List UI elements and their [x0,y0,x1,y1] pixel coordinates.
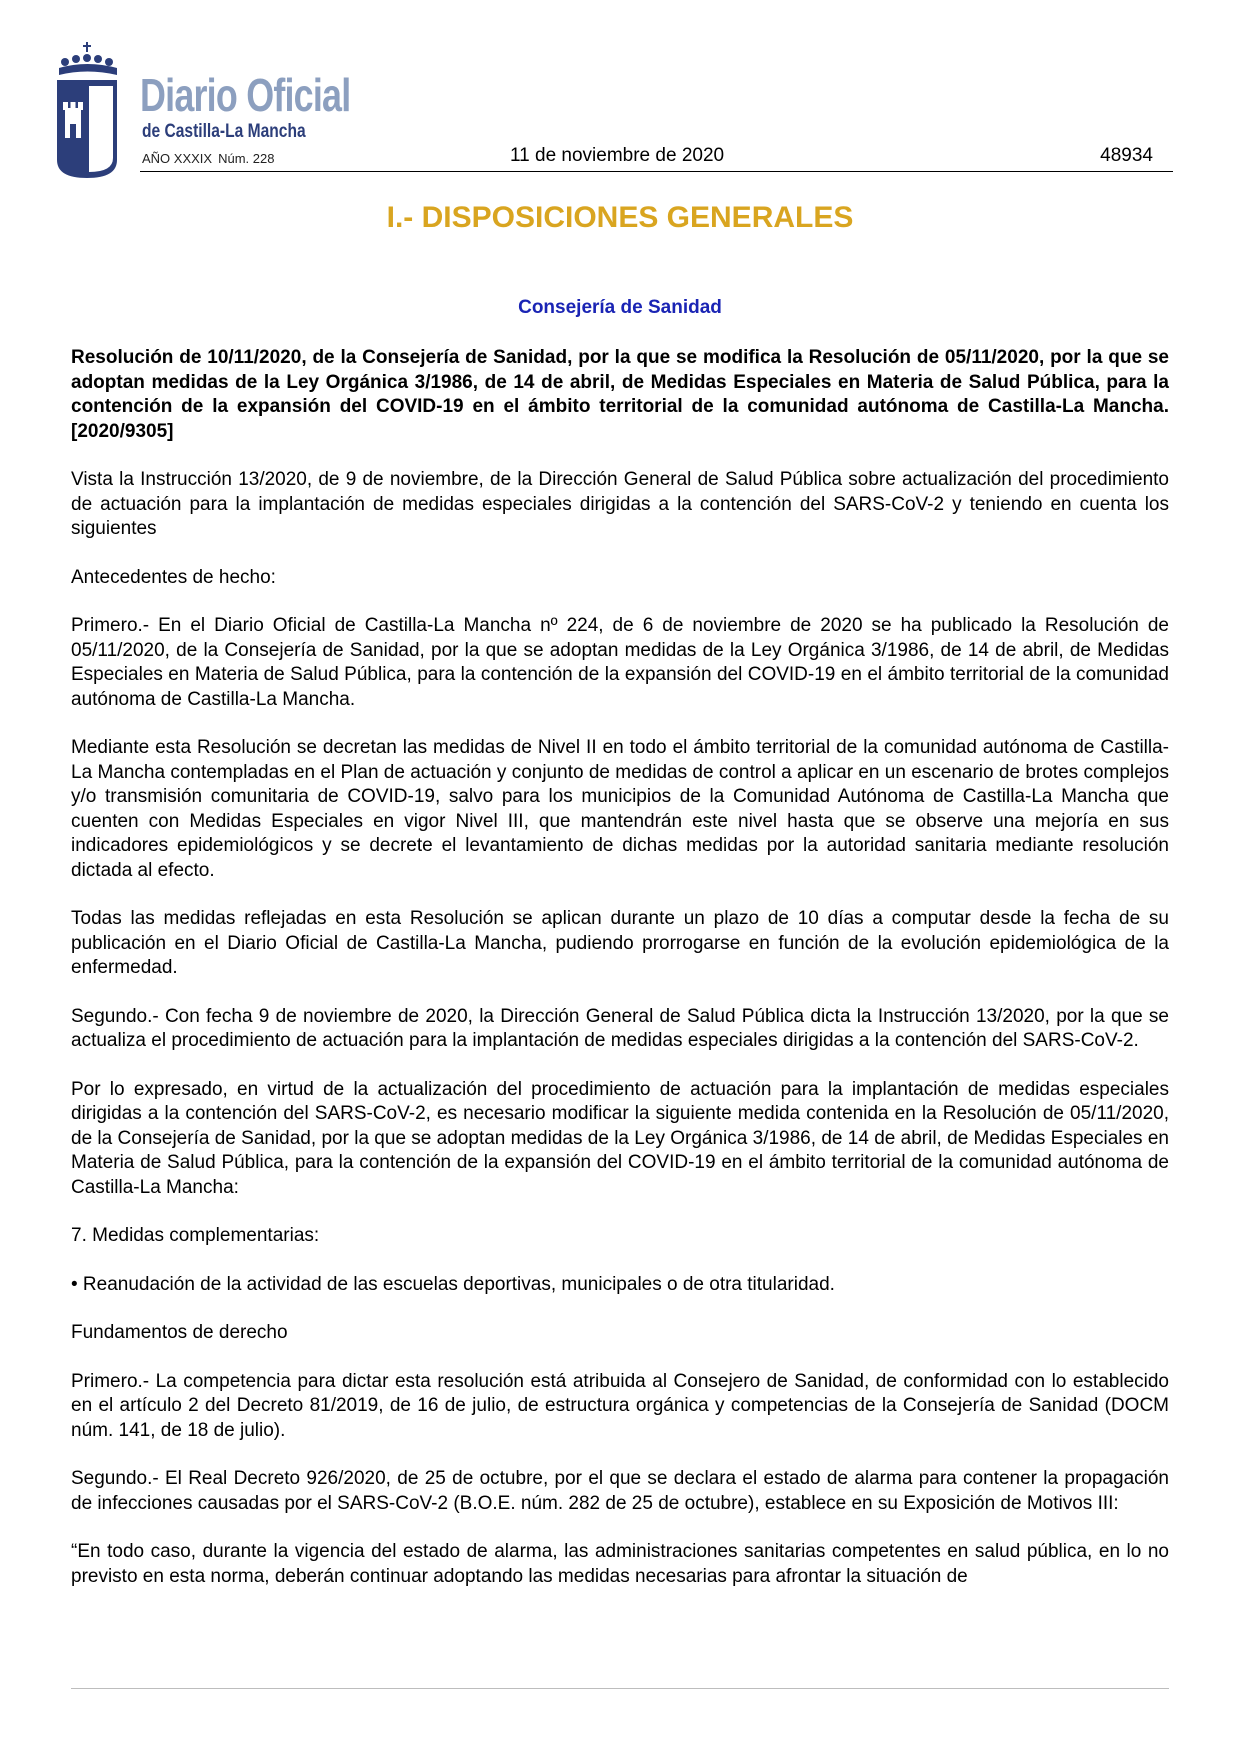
paragraph: Todas las medidas reflejadas en esta Resolución se aplican durante un plazo de 10 días a computar desde la fecha de su publicación en el Diario Oficial de Castilla-La Mancha, pudiendo prorrogarse en función de la evolución epidemiológica de la enfermedad. [71,908,1169,978]
department-heading: Consejería de Sanidad [518,297,722,318]
paragraph-heading: Antecedentes de hecho: [71,566,276,588]
paragraph: Vista la Instrucción 13/2020, de 9 de noviembre, de la Dirección General de Salud Pública sobre actualización del procedimiento de actuación para la implantación de medidas especiales dirigidas a la contención del SARS-CoV-2 y teniendo en cuenta los siguientes [71,469,1169,539]
paragraph: “En todo caso, durante la vigencia del estado de alarma, las administraciones sanitarias competentes en salud pública, en lo no previsto en esta norma, deberán continuar adoptando las medidas necesarias para afrontar la situación de [71,1541,1169,1587]
issue-number: Núm. 228 [218,151,275,166]
footer-divider [71,1688,1169,1689]
paragraph: Mediante esta Resolución se decretan las medidas de Nivel II en todo el ámbito territorial de la comunidad autónoma de Castilla-La Mancha contempladas en el Plan de actuación y conjunto de medidas de control a aplicar en un escenario de brotes complejos y/o transmisión comunitaria de COVID-19, salvo para los municipios de la Comunidad Autónoma de Castilla-La Mancha que cuenten con Medidas Especiales en vigor Nivel III, que mantendrán este nivel hasta que se observe una mejoría en sus indicadores epidemiológicos y se decrete el levantamiento de dichas medidas por la autoridad sanitaria mediante resolución dictada al efecto. [71,737,1169,881]
paragraph: Segundo.- Con fecha 9 de noviembre de 2020, la Dirección General de Salud Pública dicta la Instrucción 13/2020, por la que se actualiza el procedimiento de actuación para la implantación de medidas especiales dirigidas a la contención del SARS-CoV-2. [71,1005,1169,1051]
issue-info [142,151,280,167]
paragraph: Segundo.- El Real Decreto 926/2020, de 25 de octubre, por el que se declara el estado de alarma para contener la propagación de infecciones causadas por el SARS-CoV-2 (B.O.E. núm. 282 de 25 de octubre), establece en su Exposición de Motivos III: [71,1468,1169,1514]
gazette-brand-name: Diario Oficial [140,69,351,121]
page-number: 48934 [1100,145,1153,166]
header-divider [140,171,1173,172]
castilla-la-mancha-coat-of-arms-logo [55,40,137,180]
issue-year: AÑO XXXIX [142,151,213,166]
gazette-brand-subtitle: de Castilla-La Mancha [142,121,306,142]
issue-date: 11 de noviembre de 2020 [510,145,725,166]
paragraph: Primero.- En el Diario Oficial de Castilla-La Mancha nº 224, de 6 de noviembre de 2020 se ha publicado la Resolución de 05/11/2020, de la Consejería de Sanidad, por la que se adoptan medidas de la Ley Orgánica 3/1986, de 14 de abril, de Medidas Especiales en Materia de Salud Pública, para la contención de la expansión del COVID-19 en el ámbito territorial de la comunidad autónoma de Castilla-La Mancha. [71,615,1169,710]
paragraph-heading: Fundamentos de derecho [71,1322,288,1343]
resolution-title: Resolución de 10/11/2020, de la Consejería de Sanidad, por la que se modifica la Resolución de 05/11/2020, por la que se adoptan medidas de la Ley Orgánica 3/1986, de 14 de abril, de Medidas Especiales en Materia de Salud Pública, para la contención de la expansión del COVID-19 en el ámbito territorial de la comunidad autónoma de Castilla-La Mancha. [2020/9305] [71,347,1169,442]
bullet-item: • Reanudación de la actividad de las escuelas deportivas, municipales o de otra titularidad. [71,1273,835,1295]
section-title: I.- DISPOSICIONES GENERALES [386,201,854,234]
paragraph-heading: 7. Medidas complementarias: [71,1225,320,1246]
document-body [71,346,1169,1613]
paragraph: Por lo expresado, en virtud de la actualización del procedimiento de actuación para la implantación de medidas especiales dirigidas a la contención del SARS-CoV-2, es necesario modificar la siguiente medida contenida en la Resolución de 05/11/2020, de la Consejería de Sanidad, por la que se adoptan medidas de la Ley Orgánica 3/1986, de 14 de abril, de Medidas Especiales en Materia de Salud Pública, para la contención de la expansión del COVID-19 en el ámbito territorial de la comunidad autónoma de Castilla-La Mancha: [71,1078,1169,1198]
paragraph: Primero.- La competencia para dictar esta resolución está atribuida al Consejero de Sanidad, de conformidad con lo establecido en el artículo 2 del Decreto 81/2019, de 16 de julio, de estructura orgánica y competencias de la Consejería de Sanidad (DOCM núm. 141, de 18 de julio). [71,1370,1169,1441]
